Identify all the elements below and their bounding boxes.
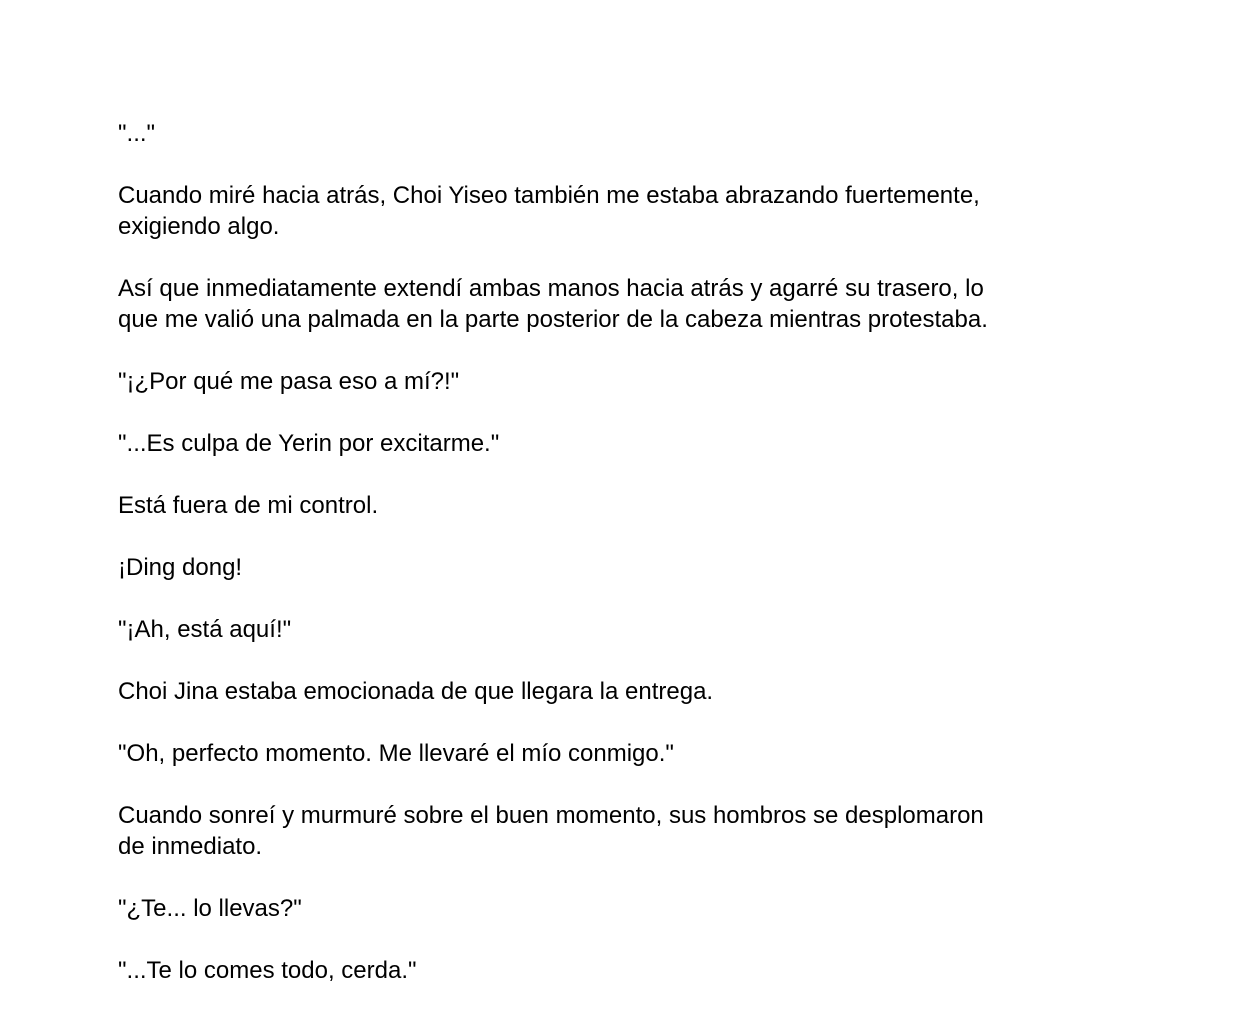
document-page	[118, 118, 1118, 1017]
paragraph: Está fuera de mi control.	[118, 492, 379, 519]
paragraph: "Oh, perfecto momento. Me llevaré el mío conmigo."	[118, 740, 674, 767]
paragraph: Choi Jina estaba emocionada de que llegara la entrega.	[118, 678, 714, 705]
paragraph: "...Te lo comes todo, cerda."	[118, 957, 417, 984]
paragraph: "¡¿Por qué me pasa eso a mí?!"	[118, 368, 460, 395]
paragraph: "...Es culpa de Yerin por excitarme."	[118, 430, 500, 457]
paragraph: "¡Ah, está aquí!"	[118, 616, 292, 643]
paragraph: Cuando sonreí y murmuré sobre el buen momento, sus hombros se desplomaron de inmediato.	[118, 802, 984, 860]
paragraph: Así que inmediatamente extendí ambas manos hacia atrás y agarré su trasero, lo que me valió una palmada en la parte posterior de la cabeza mientras protestaba.	[118, 275, 988, 333]
paragraph: Cuando miré hacia atrás, Choi Yiseo también me estaba abrazando fuertemente, exigiendo algo.	[118, 182, 980, 240]
paragraph: "..."	[118, 120, 156, 147]
paragraph: ¡Ding dong!	[118, 554, 243, 581]
paragraph: "¿Te... lo llevas?"	[118, 895, 302, 922]
